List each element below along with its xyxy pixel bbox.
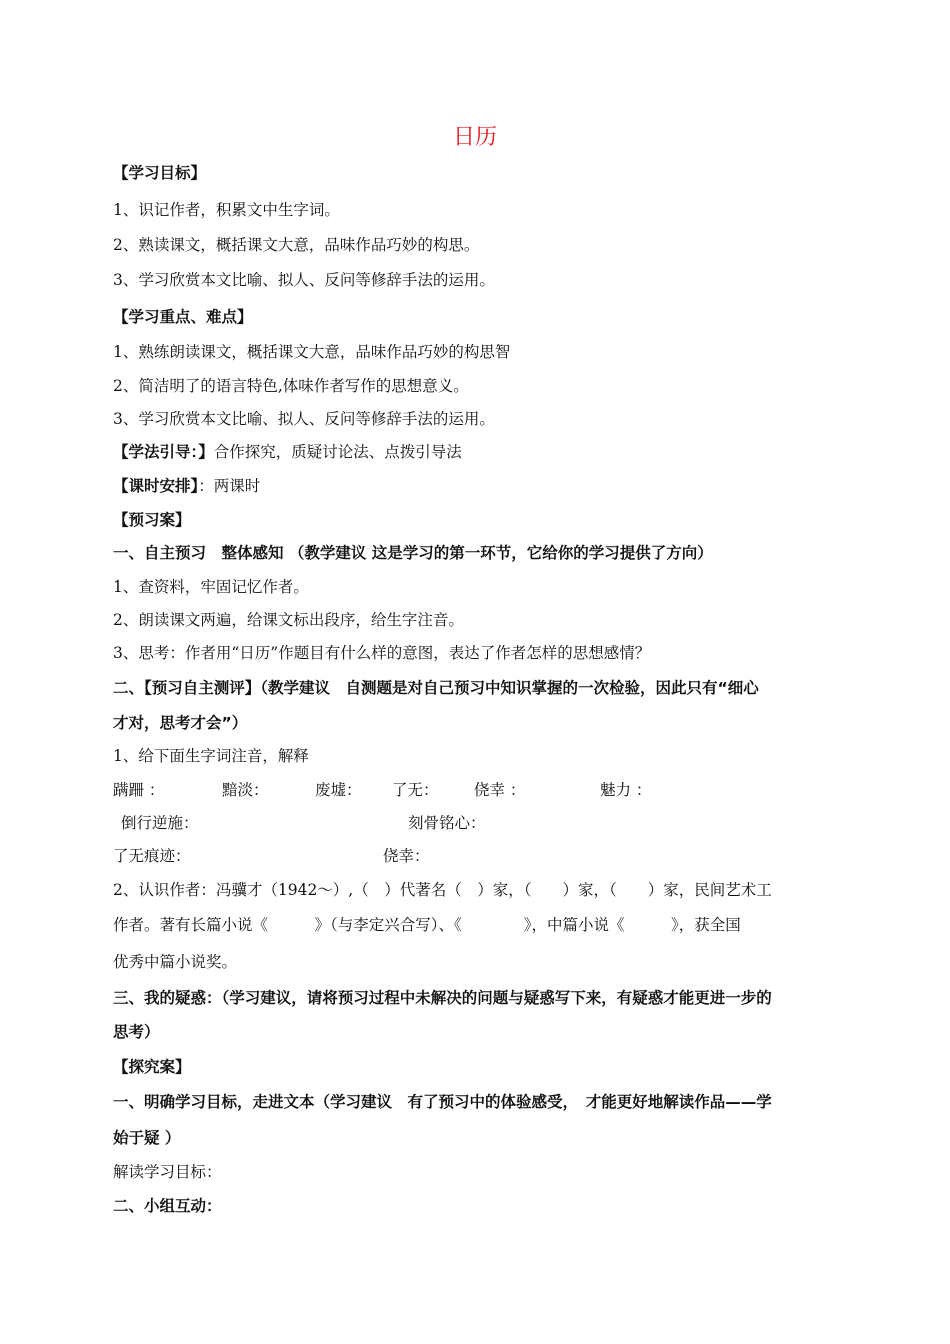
key-point-item: 2、简洁明了的语言特色,体味作者写作的思想意义。: [113, 377, 469, 395]
explore-section-2: 二、小组互动：: [113, 1197, 222, 1215]
explore-section-1-cont: 始于疑 ）: [113, 1129, 181, 1147]
preview-section-2-cont: 才对，思考才会”）: [113, 714, 248, 732]
vocab-intro: 1、给下面生字词注音，解释: [113, 747, 309, 765]
preview-section-3: 三、我的疑惑：（学习建议，请将预习过程中未解决的问题与疑惑写下来，有疑惑才能更进一步的: [113, 989, 772, 1007]
schedule-text: ：两课时: [198, 477, 261, 495]
vocab-term: 侥幸：: [383, 847, 430, 865]
preview-item: 1、查资料，牢固记忆作者。: [113, 578, 309, 596]
method-text: 合作探究，质疑讨论法、点拨引导法: [213, 443, 462, 461]
document-title: 日历: [452, 125, 497, 150]
goal-item: 2、熟读课文，概括课文大意，品味作品巧妙的构思。: [113, 236, 480, 254]
vocab-term: 侥幸 ：: [474, 781, 526, 799]
schedule-line: [113, 476, 260, 496]
author-line: 优秀中篇小说奖。: [113, 953, 238, 971]
schedule-label: 【课时安排】: [113, 477, 199, 495]
vocab-term: 倒行逆施：: [121, 814, 199, 832]
preview-section-2: 二、【预习自主测评】（教学建议 自测题是对自己预习中知识掌握的一次检验，因此只有“细心: [113, 679, 759, 697]
goal-read-label: 解读学习目标：: [113, 1163, 222, 1181]
goal-item: 3、学习欣赏本文比喻、拟人、反问等修辞手法的运用。: [113, 271, 495, 289]
author-line: 2、认识作者：冯骥才（1942～）,（ ）代著名（ ）家，（ ）家，（ ）家，民间艺术工: [113, 881, 772, 899]
vocab-term: 了无：: [392, 781, 439, 799]
preview-item: 2、朗读课文两遍，给课文标出段序，给生字注音。: [113, 611, 464, 629]
vocab-term: 黯淡：: [222, 781, 269, 799]
vocab-term: 刻骨铭心：: [408, 814, 486, 832]
key-points-heading: 【学习重点、难点】: [113, 308, 253, 326]
preview-heading: 【预习案】: [113, 511, 191, 529]
explore-heading: 【探究案】: [113, 1058, 191, 1076]
key-point-item: 1、熟练朗读课文，概括课文大意，品味作品巧妙的构思智: [113, 343, 511, 361]
method-line: [113, 442, 462, 462]
author-line: 作者。著有长篇小说《 》（与李定兴合写）、《 》，中篇小说《 》，获全国: [113, 916, 741, 934]
preview-item: 3、思考：作者用“日历”作题目有什么样的意图，表达了作者怎样的思想感情？: [113, 644, 651, 662]
method-label: 【学法引导：】: [113, 443, 214, 461]
preview-section-1: 一、自主预习 整体感知 （教学建议 这是学习的第一环节，它给你的学习提供了方向）: [113, 544, 713, 562]
key-point-item: 3、学习欣赏本文比喻、拟人、反问等修辞手法的运用。: [113, 410, 495, 428]
goal-item: 1、识记作者，积累文中生字词。: [113, 201, 340, 219]
vocab-term: 了无痕迹：: [113, 847, 191, 865]
goals-heading: 【学习目标】: [113, 164, 207, 182]
vocab-term: 废墟：: [315, 781, 362, 799]
preview-section-3-cont: 思考）: [113, 1023, 160, 1041]
vocab-term: 蹒跚 ：: [113, 781, 165, 799]
explore-section-1: 一、明确学习目标，走进文本（学习建议 有了预习中的体验感受， 才能更好地解读作品——学: [113, 1093, 772, 1111]
vocab-term: 魅力 ：: [600, 781, 652, 799]
